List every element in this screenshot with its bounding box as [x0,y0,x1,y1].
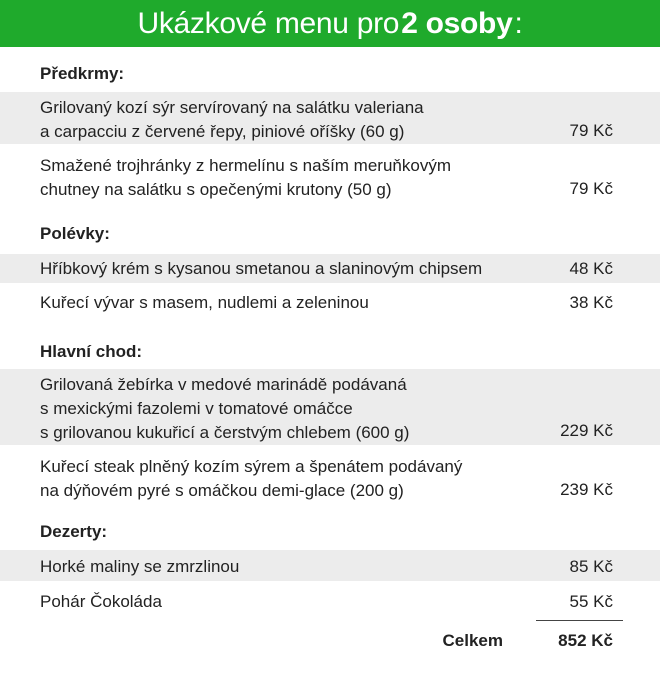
total-label: Celkem [442,631,503,650]
menu-item-text: Grilovaný kozí sýr servírovaný na salátku valeriana a carpacciu z červené řepy, piniové oříšky (60 g) [40,98,424,141]
menu-item-price: 229 Kč [560,421,613,440]
total-value: 852 Kč [558,631,613,650]
section-title-polevky: Polévky: [40,224,110,243]
menu-item-price: 48 Kč [569,259,613,278]
menu-item [0,451,660,505]
menu-item-price: 79 Kč [569,121,613,140]
menu-item-text: Smažené trojhránky z hermelínu s naším meruňkovým chutney na salátku s opečenými krutony (50 g) [40,156,451,199]
menu-item-text: Pohár Čokoláda [40,592,162,611]
total-divider [536,620,623,621]
menu-item-text: Kuřecí steak plněný kozím sýrem a špenátem podávaný na dýňovém pyré s omáčkou demi-glace (200 g) [40,457,463,500]
header-title-prefix: Ukázkové menu pro [137,6,400,40]
header-title-bold: 2 osoby [401,6,513,40]
menu-item [0,92,660,144]
menu-item [0,254,660,283]
menu-item-text: Kuřecí vývar s masem, nudlemi a zeleninou [40,293,369,312]
menu-item-text: Grilovaná žebírka v medové marinádě podávaná s mexickými fazolemi v tomatové omáčce s grilovanou kukuřicí a čerstvým chlebem (600 g) [40,375,410,442]
menu-item [0,288,660,318]
menu-item [0,150,660,204]
menu-item [0,369,660,445]
menu-item-price: 55 Kč [569,592,613,611]
section-title-predkrmy: Předkrmy: [40,64,125,83]
menu-item-price: 79 Kč [569,179,613,198]
section-title-hlavni-chod: Hlavní chod: [40,342,143,361]
menu-item [0,550,660,581]
menu-item-price: 38 Kč [569,293,613,312]
menu-item [0,586,660,616]
menu-item-text: Hříbkový krém s kysanou smetanou a slaninovým chipsem [40,259,483,278]
menu-item-price: 85 Kč [569,557,613,576]
header-title-suffix: : [514,6,523,40]
menu-item-price: 239 Kč [560,480,613,499]
menu-item-text: Horké maliny se zmrzlinou [40,557,240,576]
menu-header [0,0,660,47]
section-title-dezerty: Dezerty: [40,522,108,541]
